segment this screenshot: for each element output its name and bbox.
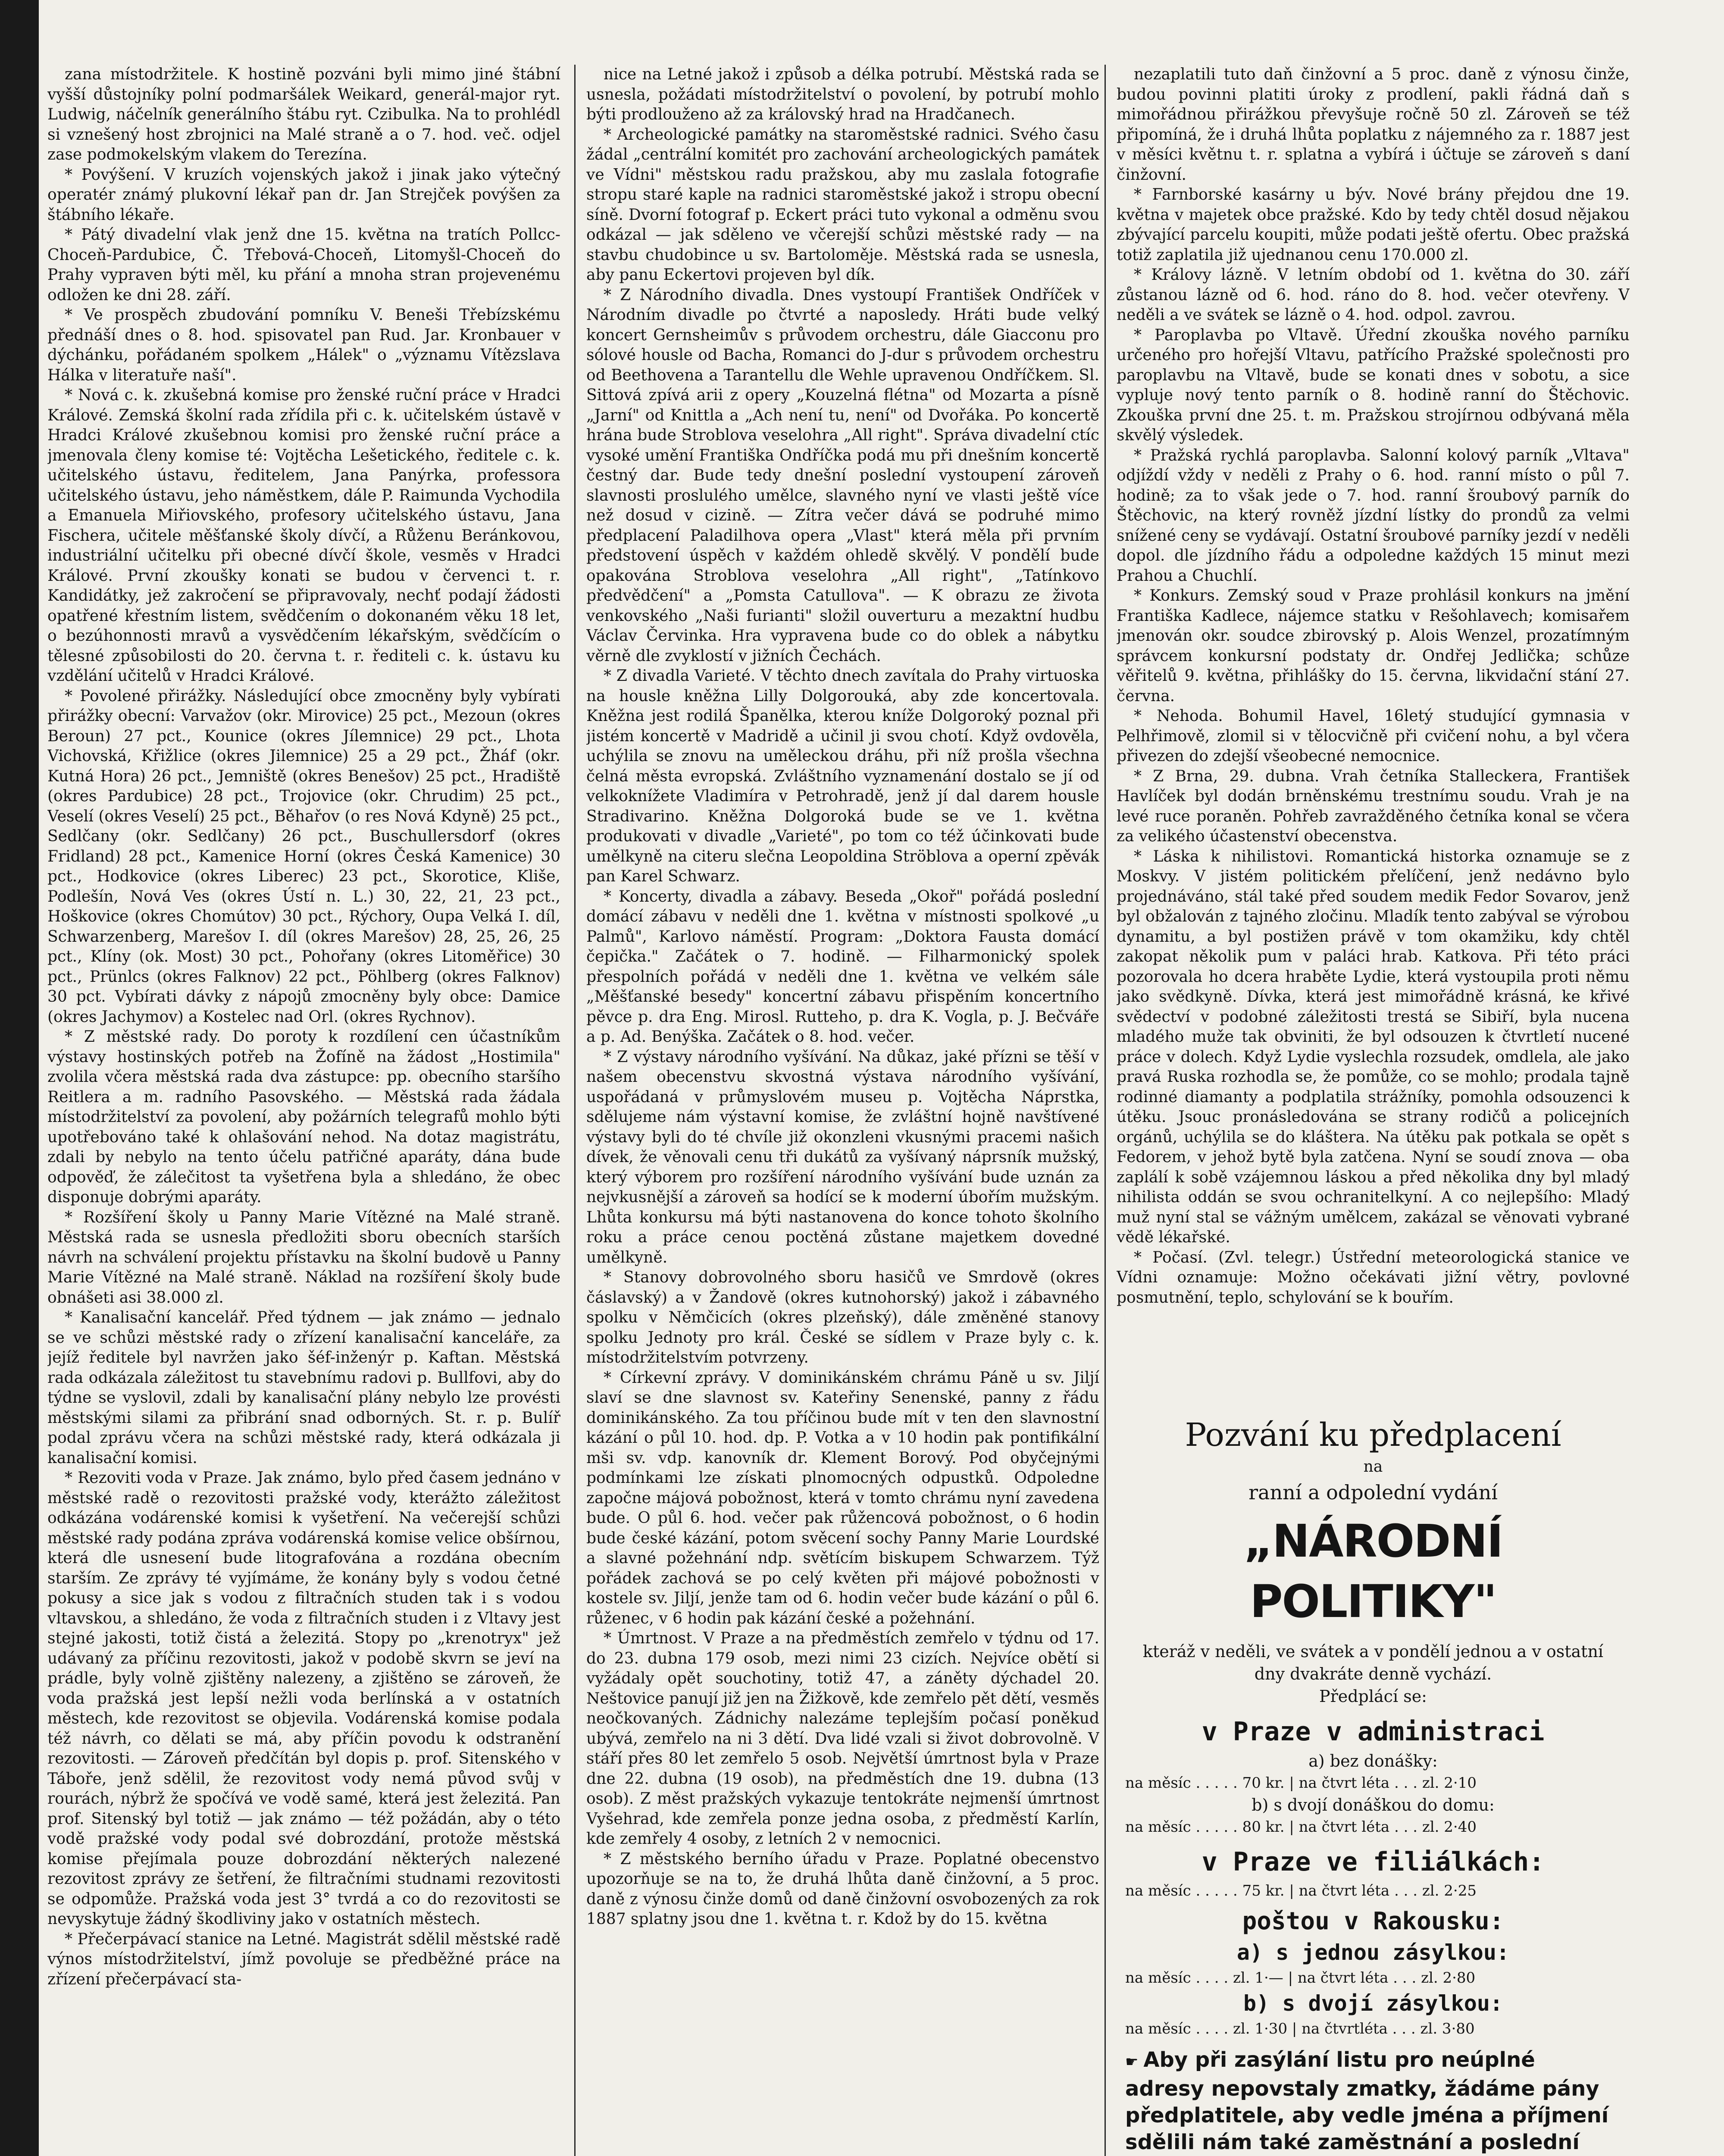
- article: * Pražská rychlá paroplavba. Salonní kolový parník „Vltava" odjíždí vždy v neděli z Prahy o 6. hod. ranní místo o půl 7. hodině; za to však jede o 7. hod. ranní šroubový parník do Štěchovic, na který rovněž jízdní lístky do prondů za velmi snížené ceny se vydávají. Ostatní šroubové parníky jezdí v neděli dopol. dle jízdního řádu a odpoledne každých 15 minut mezi Prahou a Chuchlí.: [1117, 446, 1630, 585]
- article: * Povýšení. V kruzích vojenských jakož i jinak jako výtečný operatér známý plukovní lékař pan dr. Jan Strejček povýšen za štábního lékaře.: [47, 166, 560, 224]
- pointing-hand-icon: ☛: [1125, 2053, 1144, 2071]
- column-divider: [1104, 65, 1106, 2156]
- article: * Nová c. k. zkušebná komise pro ženské ruční práce v Hradci Králové. Zemská školní rada zřídila při c. k. učitelském ústavě v Hradci Králové zkušebnou komisi pro ženské ruční práce a jmenovala členy komise té: Vojtěcha Lešetického, ředitele c. k. učitelského ústavu, ředitelem, Jana Panýrka, professora učitelského ústavu, jeho náměstkem, dále P. Raimunda Vychodila a Emanuela Miřiovského, profesory učitelského ústavu, Jana Fischera, učitele měšťanské školy dívčí, a Růženu Beránkovou, industriální učitelku při obecné dívčí škole, vesměs v Hradci Králové. První zkoušky konati se budou v červenci t. r. Kandidátky, jež zakročení se připravovaly, nechť podají žádosti opatřené křestním listem, svědčením o dokonaném věku 18 let, o bezúhonnosti mravů a vysvědčením lékařským, svědčícím o tělesné způsobilosti do 20. června t. r. řediteli c. k. ústavu ku vzdělání učitelů v Hradci Králové.: [47, 386, 560, 685]
- column-3-articles: [1117, 65, 1630, 1410]
- advert-a-price: na měsíc . . . . . 70 kr. | na čtvrt léta . . . zl. 2·10: [1125, 1774, 1477, 1792]
- advert-post: poštou v Rakousku:: [1242, 1907, 1504, 1935]
- article: * Z divadla Varieté. V těchto dnech zavítala do Prahy virtuoska na housle kněžna Lilly Dolgorouká, aby zde koncertovala. Kněžna jest rodilá Španělka, kterou kníže Dolgoroký poznal při jistém koncertě v Madridě a učinil ji svou chotí. Když ovdověla, uchýlila se znovu na uměleckou dráhu, při níž prošla všechna čelná města evropská. Zvláštního vyznamenání dostalo se jí od velkoknížete Vladimíra v Petrohradě, jenž jí dal darem housle Stradivarino. Kněžna Dolgoroká bude se ve 1. května produkovati v divadle „Varieté", po tom co též účinkovati bude umělkyně na citeru slečna Leopoldina Ströblova a operní zpěvák pan Karel Schwarz.: [586, 667, 1099, 885]
- subscription-advert: [1117, 1397, 1630, 2156]
- article: * Rezoviti voda v Praze. Jak známo, bylo před časem jednáno v městské radě o rezovitosti pražské vody, kterážto záležitost odkázána vodárenské komisi k vyšetření. Na večerejší schůzi městské rady podána zpráva vodárenská komise velice obšírnou, která dle usnesení bude litografována a rozdána obecním starším. Ze zprávy té vyjímáme, že konány byly s vodou četné pokusy a sice jak s vodou z filtračních studen tak i s vodou vltavskou, a shledáno, že voda z filtračních studen i z Vltavy jest stejné jakosti, totiž čistá a železitá. Stopy po „krenotryx" jež udávaný za příčinu rezovitosti, jakož v podobě skvrn se jeví na prádle, byly volně zjištěny nalezeny, a zjištěno se zároveň, že voda pražská jest lepší nežli voda berlínská a v ostatních městech, kde rezovitost se objevila. Vodárenská komise podala též návrh, co dělati se má, aby příčin povodu k odstranění rezovitosti. — Zároveň předčítán byl dopis p. prof. Sitenského v Táboře, jenž sdělil, že rezovitost vody nemá původ svůj v rourách, nýbrž že spočívá ve vodě samé, která jest železitá. Pan prof. Sitenský byl totiž — jak známo — též požádán, aby o této vodě pražské vody podal své dobrozdání, protože městská komise přejímala pouze dobrozdání některých nalezené rezovitost zprávy ze šetření, že filtračními studnami rezovitosti se odpomůže. Pražská voda jest 3° tvrdá a co do rezovitosti se nevyskytuje žádný škodliviny jako v ostatních městech.: [47, 1469, 560, 1928]
- article: * Kanalisační kancelář. Před týdnem — jak známo — jednalo se ve schůzi městské rady o zřízení kanalisační kanceláře, za jejíž ředitele byl navržen jako šéf-inženýr p. Kaftan. Městská rada odkázala záležitost tu stavebnímu radovi p. Bullfovi, aby do týdne se vyslovil, zdali by kanalisační plány nebylo lze provésti městskými silami za přibrání snad odborných. St. r. p. Bulíř podal zprávu včera na schůzi městské rady, která odkázala ji kanalisační komisi.: [47, 1309, 560, 1467]
- article: * Koncerty, divadla a zábavy. Beseda „Okoř" pořádá poslední domácí zábavu v neděli dne 1. května v místnosti spolkové „u Palmů", Karlovo náměstí. Program: „Doktora Fausta domácí čepička." Začátek o 7. hodině. — Filharmonický spolek přespolních pořádá v neděli dne 1. května ve velkém sále „Měšťanské besedy" koncertní zábavu přispěním koncertního pěvce p. dra Eng. Mirosl. Rutteho, p. dra K. Vogla, p. J. Bečváře a p. Ad. Benýška. Začátek o 8. hod. večer.: [586, 887, 1099, 1046]
- advert-prices-label: Předplácí se:: [1319, 1687, 1427, 1706]
- article: * Ve prospěch zbudování pomníku V. Beneši Třebízskému přednáší dnes o 8. hod. spisovatel pan Rud. Jar. Kronbauer v dýchánku, pořádaném spolkem „Hálek" o „významu Vítězslava Hálka v literatuře naší".: [47, 306, 560, 384]
- article: nezaplatili tuto daň činžovní a 5 proc. daně z výnosu činže, budou povinni platiti úroky z prodlení, pakli řádná daň s mimořádnou přirážkou převyšuje ročně 50 zl. Zároveň se též připomíná, že i druhá lhůta poplatku z nájemného za r. 1887 jest v měsíci květnu t. r. splatna a vybírá i účtuje se zároveň s daní činžovní.: [1117, 66, 1630, 184]
- advert-b-price: na měsíc . . . . . 80 kr. | na čtvrt léta . . . zl. 2·40: [1125, 1818, 1477, 1836]
- article: * Úmrtnost. V Praze a na předměstích zemřelo v týdnu od 17. do 23. dubna 179 osob, mezi nimi 23 cizích. Nejvíce obětí si vyžádaly opět souchotiny, totiž 47, a záněty dýchadel 20. Neštovice panují již jen na Žižkově, kde zemřelo pět dětí, vesměs neočkovaných. Zádnichy nalezáme teplejším počasí poněkud ubývá, zemřelo na ni 3 dětí. Dva lidé vzali si život dobrovolně. V stáří přes 80 let zemřelo 5 osob. Největší úmrtnost byla v Praze dne 22. dubna (19 osob), na předměstích dne 19. dubna (13 osob). Z měst pražských vykazuje tentokráte nejmenší úmrtnost Vyšehrad, kde zemřela ponze jedna osoba, z předměstí Karlín, kde zemřely 4 osoby, z letních 2 v nemocnici.: [586, 1630, 1099, 1848]
- article: * Konkurs. Zemský soud v Praze prohlásil konkurs na jmění Františka Kadlece, nájemce statku v Rešohlavech; komisařem jmenován okr. soudce zbirovský p. Alois Wenzel, prozatímným správcem konkursní podstaty dr. Ondřej Jedlička; schůze věřitelů 9. května, přihlášky do 15. června, likvidační stání 27. června.: [1117, 587, 1630, 705]
- advert-heading: Pozvání ku předplacení: [1185, 1416, 1561, 1454]
- advert-b-label: b) s dvojí donáškou do domu:: [1252, 1796, 1495, 1814]
- advert-post-b-price: na měsíc . . . . zl. 1·30 | na čtvrtléta . . . zl. 3·80: [1125, 2020, 1475, 2037]
- column-1: [47, 65, 560, 2156]
- article: * Láska k nihilistovi. Romantická historka oznamuje se z Moskvy. V jistém politickém přelíčení, jenž nedávno bylo projednáváno, stál také před soudem medik Fedor Sovarov, jenž byl obžalován z tajného zločinu. Mladík tento zabýval se výrobou dynamitu, a byl postižen právě v tom okamžiku, kdy chtěl zakopat několik pum v paláci hrab. Katkova. Při této práci pozorovala ho dcera hraběte Lydie, která vystoupila proti němu jako svědkyně. Dívka, která jest mimořádně krásná, ke křivé svědectví v podobné záležitosti trestá se Sibiří, byla nucena mladého muže tak obviniti, že byl odsouzen k čtvrtletí nucené práce v dolech. Když Lydie vyslechla rozsudek, omdlela, ale jako pravá Ruska rozhodla se, že pomůže, co se mohlo; prodala tajně rodinné diamanty a podplatila strážníky, pomohla odsouzenci k útěku. Jsouc pronásledována se strany rodičů a policejních orgánů, uchýlila se do kláštera. Na útěku pak potkala se opět s Fedorem, v jehož bytě byla zatčena. Nyní se soudí znova — oba zaplálí k sobě vzájemnou láskou a před několika dny byl mladý nihilista oddán se svou ochranitelkyní. A co nejlepšího: Mladý muž nyní stal se vážným umělcem, zakázal se věnovati vybrané vědě lékařské.: [1117, 847, 1630, 1246]
- advert-note-text: Aby při zasýlání listu pro neúplné adresy nepovstaly zmatky, žádáme pány předplatitele, aby vedle jména a příjmení sdělili nám také zaměstnání a poslední: [1125, 2048, 1609, 2154]
- article: * Z městské rady. Do poroty k rozdílení cen účastníkům výstavy hostinských potřeb na Žofíně na žádost „Hostimila" zvolila včera městská rada dva zástupce: pp. obecního staršího Reitlera a m. radního Pasovského. — Městská rada žádala místodržitelství za povolení, aby požárních telegrafů mohlo býti upotřebováno také k ohlašování nehod. Na dotaz magistrátu, zdali by nebylo na tento účelu patřičné aparáty, dána bude odpověď, že zálečitost ta vyšetřena byla a shledáno, že obec disponuje dobrými aparáty.: [47, 1028, 560, 1206]
- advert-title: „NÁRODNÍ POLITIKY": [1243, 1515, 1503, 1628]
- article: * Z Národního divadla. Dnes vystoupí František Ondříček v Národním divadle po čtvrté a naposledy. Hráti bude velký koncert Gernsheimův s průvodem orchestru, dále Giacconu pro sólové housle od Bacha, Romanci do J-dur s průvodem orchestru od Beethovena a Tarantellu dle Wehle upravenou Ondříčkem. Sl. Sittová zpívá arii z opery „Kouzelná flétna" od Mozarta a písně „Jarní" od Knittla a „Ach není tu, není" od Dvořáka. Po koncertě hrána bude Stroblova veselohra „All right". Správa divadelní ctíc vysoké umění Františka Ondříčka podá mu při dnešním koncertě čestný dar. Bude tedy dnešní poslední vystoupení zároveň slavnosti proslulého umělce, slavného nyní ve vlasti ještě více než dosud v cizině. — Zítra večer dává se podruhé mimo předplacení Paladilhova opera „Vlast" která měla při prvním předstovení úspěch v každém ohledě skvělý. V pondělí bude opakována Stroblova veselohra „All right", „Tatínkovo předvědčení" a „Pomsta Catullova". — K obrazu ze života venkovského „Naši furianti" složil ouverturu a mezaktní hudbu Václav Červinka. Hra vypravena bude co do oblek a nábytku věrně dle zvyklostí v jižních Čechách.: [586, 286, 1099, 665]
- advert-branch-price: na měsíc . . . . . 75 kr. | na čtvrt léta . . . zl. 2·25: [1125, 1882, 1477, 1899]
- article: * Nehoda. Bohumil Havel, 16letý studující gymnasia v Pelhřimově, zlomil si v tělocvičně při cvičení nohu, a byl včera přivezen do zdejší všeobecné nemocnice.: [1117, 707, 1630, 765]
- article: zana místodržitele. K hostině pozváni byli mimo jiné štábní vyšší důstojníky polní podmaršálek Weikard, generál-major ryt. Ludwig, náčelník generálního štábu ryt. Czibulka. Na to prohlédl si vznešený host zbrojnici na Malé straně a o 7. hod. več. odjel zase podmokelským vlakem do Terezína.: [47, 66, 560, 163]
- page-edge: [0, 0, 39, 2156]
- article: * Stanovy dobrovolného sboru hasičů ve Smrdově (okres čáslavský) a v Žandově (okres kutnohorský) jakož i zábavného spolku v Němčicích (okres plzeňský), dále změněné stanovy spolku Jednoty pro král. České se sídlem v Praze byly c. k. místodržitelstvím potvrzeny.: [586, 1269, 1099, 1366]
- article: * Královy lázně. V letním období od 1. května do 30. září zůstanou lázně od 6. hod. ráno do 8. hod. večer otevřeny. V neděli a ve svátek se lázně o 4. hod. odpol. zavrou.: [1117, 266, 1630, 324]
- advert-post-a-price: na měsíc . . . . zl. 1·— | na čtvrt léta . . . zl. 2·80: [1125, 1969, 1476, 1987]
- advert-description: kteráž v neděli, ve svátek a v pondělí jednou a v ostatní dny dvakráte denně vychází.: [1142, 1642, 1604, 1683]
- advert-a-label: a) bez donášky:: [1308, 1752, 1438, 1771]
- article: * Církevní zprávy. V dominikánském chrámu Páně u sv. Jiljí slaví se dne slavnost sv. Kateřiny Senenské, panny z řádu dominikánského. Za tou příčinou bude mít v ten den slavnostní kázání o půl 10. hod. dp. P. Votka a v 10 hodin pak pontifikální mši sv. vdp. kanovník dr. Klement Borový. Pod obyčejnými podmínkami lze získati plnomocných odpustků. Odpoledne započne májová pobožnost, která v tomto chrámu nyní zavedena bude. O půl 6. hod. večer pak růžencová pobožnost, o 6 hodin bude české kázání, potom svěcení sochy Panny Marie Lourdské a slavné požehnání ndp. světícím biskupem Schwarzem. Týž pořádek zachová se po celý květen při májové pobožnosti v kostele sv. Jiljí, jenže tam od 6. hodin večer bude kázání o půl 6. růženec, v 6 hodin pak kázání české a požehnání.: [586, 1369, 1099, 1627]
- article: * Farnborské kasárny u býv. Nové brány přejdou dne 19. května v majetek obce pražské. Kdo by tedy chtěl dosud nějakou zbývající parcelu koupiti, může podati ještě ofertu. Obec pražská totiž zaplatila již ujednanou cenu 170.000 zl.: [1117, 186, 1630, 264]
- advert-prague-admin: v Praze v administraci: [1201, 1717, 1545, 1747]
- advert-na: na: [1363, 1458, 1383, 1476]
- advert-subheading: ranní a odpolední vydání: [1248, 1481, 1498, 1504]
- article: * Počasí. (Zvl. telegr.) Ústřední meteorologická stanice ve Vídni oznamuje: Možno očekávati jižní větry, povlovné posmutnění, teplo, schylování se k bouřím.: [1117, 1248, 1630, 1307]
- advert-note: [1117, 2046, 1630, 2156]
- article: nice na Letné jakož i způsob a délka potrubí. Městská rada se usnesla, požádati místodržitelství o povolení, by potrubí mohlo býti prodlouženo až za královský hrad na Hradčanech.: [586, 66, 1099, 123]
- article: * Přečerpávací stanice na Letné. Magistrát sdělil městské radě výnos místodržitelství, jímž povoluje se předběžné práce na zřízení přečerpávací sta-: [47, 1930, 560, 1988]
- column-divider: [574, 65, 576, 2156]
- article: * Z městského berního úřadu v Praze. Poplatné obecenstvo upozorňuje se na to, že druhá lhůta daně činžovní, a 5 proc. daně z výnosu činže domů od daně činžovní osvobozených za rok 1887 splatny jsou dne 1. května t. r. Kdož by do 15. května: [586, 1850, 1099, 1928]
- article: * Archeologické památky na staroměstské radnici. Svého času žádal „centrální komitét pro zachování archeologických památek ve Vídni" městskou radu pražskou, aby mu zaslala fotografie stropu staré kaple na radnici staroměstské jakož i stropu obecní síně. Dvorní fotograf p. Eckert práci tuto vykonal a odměnu svou odkázal — jak sděleno ve včerejší schůzi městské rady — na stavbu chudobince u sv. Bartoloměje. Městská rada se usnesla, aby panu Eckertovi projeven byl dík.: [586, 125, 1099, 284]
- article: * Pátý divadelní vlak jenž dne 15. května na tratích Pollcc-Choceň-Pardubice, Č. Třebová-Choceň, Litomyšl-Choceň do Prahy vypraven býti měl, ku přání a mnoha stran projevenému odložen ke dni 28. září.: [47, 226, 560, 304]
- article: * Rozšíření školy u Panny Marie Vítězné na Malé straně. Městská rada se usnesla předložiti sboru obecních starších návrh na schválení projektu přístavku na školní budově u Panny Marie Vítězné na Malé straně. Náklad na rozšíření školy bude obnášeti asi 38.000 zl.: [47, 1208, 560, 1307]
- article: * Povolené přirážky. Následující obce zmocněny byly vybírati přirážky obecní: Varvažov (okr. Mirovice) 25 pct., Mezoun (okres Beroun) 27 pct., Kounice (okres Jílemnice) 29 pct., Lhota Vichovská, Křižlice (okres Jilemnice) 25 a 29 pct., Žháf (okr. Kutná Hora) 26 pct., Jemniště (okres Benešov) 25 pct., Hradiště (okres Pardubice) 28 pct., Trojovice (okr. Chrudim) 25 pct., Veselí (okres Veselí) 25 pct., Běhařov (o res Nová Kdyně) 25 pct., Sedlčany (okr. Sedlčany) 26 pct., Buschullersdorf (okres Fridland) 28 pct., Kamenice Horní (okres Česká Kamenice) 30 pct., Hodkovice (okres Liberec) 23 pct., Skorotice, Kliše, Podlešín, Nová Ves (okres Ústí n. L.) 30, 22, 21, 23 pct., Hoškovice (okres Chomútov) 30 pct., Rýchory, Oupa Velká I. díl, Schwarzenberg, Marešov I. díl (okres Marešov) 28, 25, 26, 25 pct., Klíny (ok. Most) 30 pct., Pohořany (okres Litoměřice) 30 pct., Prünlcs (okres Falknov) 22 pct., Pöhlberg (okres Falknov) 30 pct. Vybírati dávky z nápojů zmocněny byly obce: Damice (okres Jachymov) a Kostelec nad Orl. (okres Rychnov).: [47, 687, 560, 1026]
- article: * Z výstavy národního vyšívání. Na důkaz, jaké přízni se těší v našem obecenstvu skvostná výstava národního vyšívání, uspořádaná v průmyslovém museu p. Vojtěcha Náprstka, sdělujeme nám výstavní komise, že zvláštní hojně navštívené výstavy byli do té chvíle již okonzleni vkusnými pracemi našich dívek, že věnovali cenu tři dukátů za vyšívaný náprsník mužský, který výborem pro rozšíření národního vyšívání bude uznán za nejvkusnější a zároveň sa hodící se k moderní úbořím mužským. Lhůta konkursu má býti nastanovena do konce tohoto školního roku a práce cenou poctěná zůstane majetkem dovedné umělkyně.: [586, 1048, 1099, 1266]
- article: * Z Brna, 29. dubna. Vrah četníka Stalleckera, František Havlíček byl dodán brněnskému trestnímu soudu. Vrah je na levé ruce poraněn. Pohřeb zavražděného četníka konal se včera za velikého účastenství obecenstva.: [1117, 767, 1630, 845]
- article: * Paroplavba po Vltavě. Úřední zkouška nového parníku určeného pro hořejší Vltavu, patřícího Pražské společnosti pro paroplavbu na Vltavě, bude se konati dnes v sobotu, a sice vypluje nový tento parník o 8. hodině ranní do Štěchovic. Zkouška první dne 25. t. m. Pražskou strojírnou odbývaná měla skvělý výsledek.: [1117, 326, 1630, 444]
- advert-post-a-label: a) s jednou zásylkou:: [1236, 1940, 1510, 1965]
- advert-post-b-label: b) s dvojí zásylkou:: [1243, 1991, 1503, 2016]
- advert-prague-branch: v Praze ve filiálkách:: [1201, 1847, 1545, 1877]
- column-2: [586, 65, 1099, 2156]
